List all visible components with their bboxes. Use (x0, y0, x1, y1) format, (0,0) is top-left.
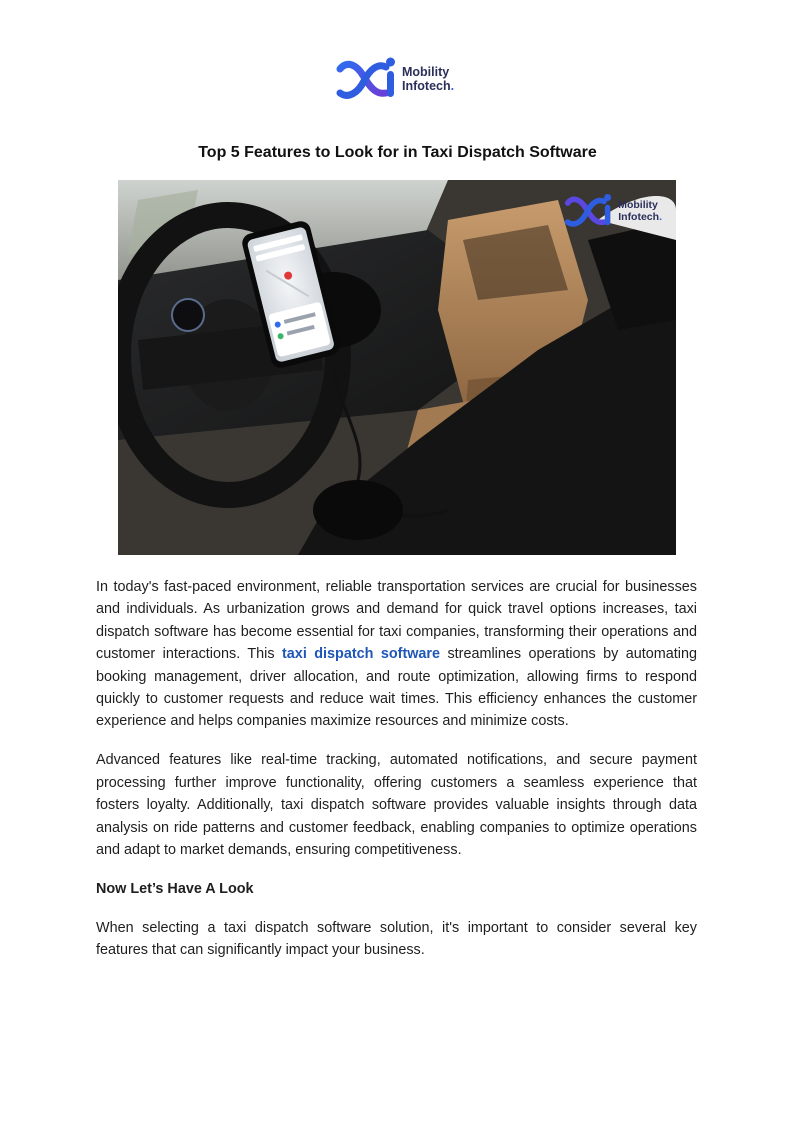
hero-image (118, 180, 676, 555)
hero-logo-wordmark (618, 199, 662, 223)
features-paragraph: Advanced features like real-time tracking, automated notifications, and secure payment processing further improve functionality, offering customers a seamless experience that fosters loyalty. Additionally, taxi dispatch software provides valuable insights through data analysis on ride patterns and customer feedback, enabling companies to optimize operations and adapt to market demands, ensuring competitiveness. (96, 752, 697, 858)
section-subheading: Now Let’s Have A Look (96, 880, 254, 897)
logo-wordmark (402, 65, 454, 93)
intro-text-after-link: streamlines operations by automating booking management, driver allocation, and route optimization, allowing firms to respond quickly to customer requests and reduce wait times. This efficiency enhances the customer experience and helps companies maximize resources and minimize costs. (96, 646, 697, 730)
logo-dot: . (450, 79, 455, 93)
article-body (96, 576, 697, 978)
company-logo[interactable] (336, 55, 466, 103)
logo-name-line2 (402, 79, 454, 93)
hero-logo-line2-text: Infotech (618, 211, 660, 223)
hero-logo-dot: . (659, 211, 662, 223)
page-title: Top 5 Features to Look for in Taxi Dispatch Software (198, 144, 597, 161)
logo-name-line1: Mobility (402, 65, 450, 79)
hero-logo-mark-icon (564, 192, 614, 230)
hero-logo-line1: Mobility (618, 199, 658, 211)
selection-paragraph: When selecting a taxi dispatch software solution, it's important to consider several key features that can significantly impact your business. (96, 919, 697, 959)
hero-watermark-logo (564, 192, 662, 230)
mobility-infotech-logo-mark-icon (336, 55, 398, 103)
hero-logo-line2 (618, 211, 662, 223)
intro-paragraph (96, 576, 697, 733)
taxi-dispatch-software-link[interactable]: taxi dispatch software (282, 646, 441, 663)
car-interior-illustration (118, 180, 676, 555)
intro-text-before-link: In today's fast-paced environment, reliable transportation services are crucial for businesses and individuals. As urbanization grows and demand for quick travel options increases, taxi dispatch software has become essential for taxi companies, transforming their operations and customer interactions. This (96, 579, 697, 663)
logo-name-line2-text: Infotech (402, 79, 451, 93)
